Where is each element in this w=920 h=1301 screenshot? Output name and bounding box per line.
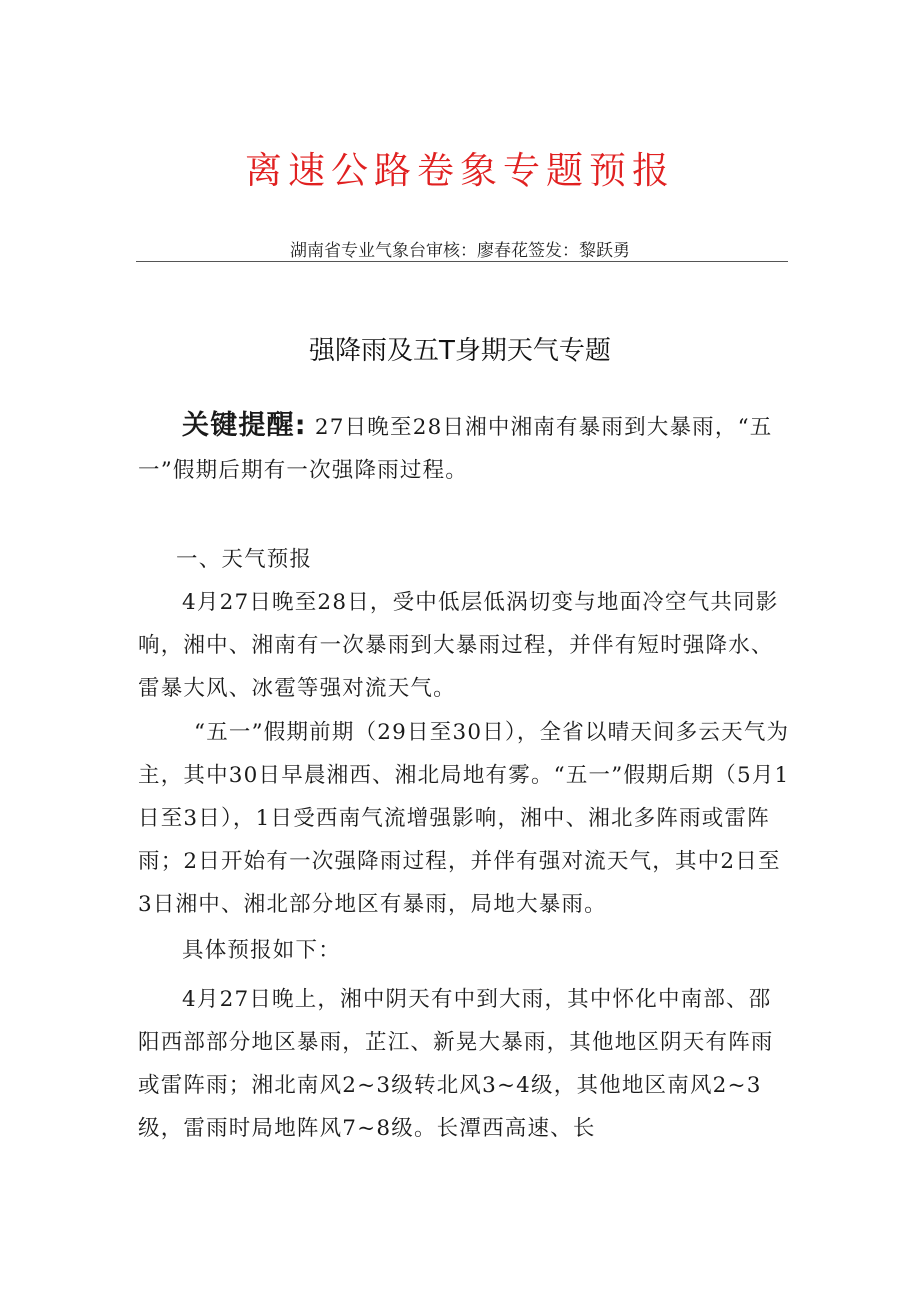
forecast-paragraph: 4月27日晚上，湘中阴天有中到大雨，其中怀化中南部、邵阳西部部分地区暴雨，芷江、新晃大暴雨，其他地区阴天有阵雨或雷阵雨；湘北南风2~3级转北风3~4级，其他地区南风2~3级，雷雨时局地阵风7~8级。长潭西高速、长 (138, 987, 774, 1141)
section-heading: 一、天气预报 (176, 547, 313, 572)
header-divider (136, 261, 788, 262)
document-title: 离速公路卷象专题预报 (245, 149, 675, 192)
forecast-paragraph: “五一”假期前期（29日至30日），全省以晴天间多云天气为主，其中30日早晨湘西、湘北局地有雾。“五一”假期后期（5月1日至3日），1日受西南气流增强影响，湘中、湘北多阵雨或雷阵雨；2日开始有一次强降雨过程，并伴有强对流天气，其中2日至3日湘中、湘北部分地区有暴雨，局地大暴雨。 (138, 720, 790, 917)
key-reminder-text: 27日晚至28日湘中湘南有暴雨到大暴雨，“五一”假期后期有一次强降雨过程。 (138, 415, 773, 483)
key-reminder-paragraph (138, 404, 790, 492)
topic-title: 强降雨及五T身期天气专题 (309, 336, 611, 366)
forecast-paragraph: 4月27日晚至28日，受中低层低涡切变与地面冷空气共同影响，湘中、湘南有一次暴雨到大暴雨过程，并伴有短时强降水、雷暴大风、冰雹等强对流天气。 (138, 590, 779, 701)
forecast-paragraph: 具体预报如下： (182, 938, 341, 963)
issuer-line: 湖南省专业气象台审核：廖春花签发：黎跃勇 (290, 241, 630, 261)
key-reminder-label: 关键提醒: (182, 410, 307, 441)
